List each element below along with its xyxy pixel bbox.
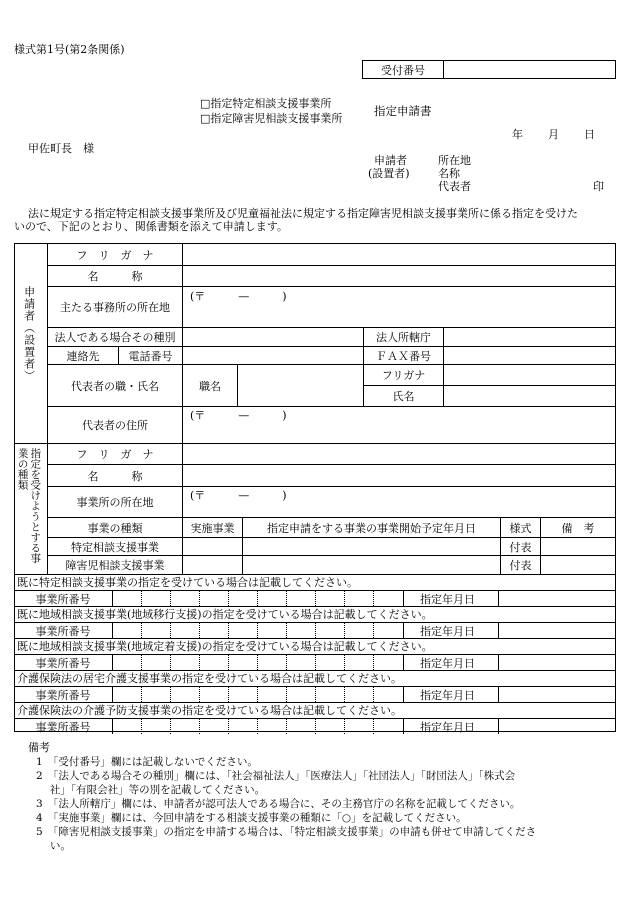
existing-date-field[interactable] (499, 719, 615, 734)
business-name-field[interactable] (183, 465, 615, 486)
existing-date-label: 指定年月日 (420, 656, 475, 670)
existing-office-no-label: 事業所番号 (35, 656, 91, 670)
business-address-label: 事業所の所在地 (76, 496, 154, 509)
document-title: 指定申請書 (374, 104, 432, 118)
rep-title-name-label: 代表者の職・氏名 (71, 379, 159, 393)
date-day: 日 (584, 128, 595, 141)
row-remarks-field[interactable] (541, 538, 615, 555)
existing-date-field[interactable] (499, 623, 615, 638)
existing-date-label: 指定年月日 (420, 688, 475, 702)
representative-label: 代表者 (438, 180, 471, 193)
intro-line-2: いので、下記のとおり、関係書類を添えて申請します。 (14, 220, 288, 233)
applicant-section-label: 申請者（設置者） (22, 286, 36, 382)
position-label: 職名 (199, 379, 221, 393)
row-form: 付表 (509, 540, 532, 554)
existing-heading: 既に地域相談支援事業(地域移行支援)の指定を受けている場合は記載してください。 (17, 608, 433, 621)
rep-postal-field[interactable]: (〒 — ) (190, 409, 287, 422)
note-item: 1 「受付番号」欄には記載しないでください。 (36, 756, 258, 768)
business-postal-field[interactable]: (〒 — ) (190, 489, 287, 502)
receipt-number-field[interactable] (444, 61, 615, 78)
row-form: 付表 (509, 559, 532, 572)
addressee: 甲佐町長 様 (28, 142, 94, 155)
corp-type-field[interactable] (183, 328, 363, 346)
header-form: 様式 (509, 521, 532, 535)
office-postal-field[interactable]: (〒 — ) (190, 290, 287, 303)
applicant-name-label: 名 称 (87, 270, 143, 283)
checkbox-child-office[interactable]: □指定障害児相談支援事業所 (200, 112, 343, 125)
row-implementation-field[interactable] (183, 556, 242, 574)
existing-heading: 既に地域相談支援事業(地域定着支援)の指定を受けている場合は記載してください。 (17, 640, 433, 653)
corp-type-label: 法人である場合その種別 (54, 331, 176, 344)
business-section-label: 指定を受けようとする事業の種類 (16, 448, 42, 564)
rep-furigana-field[interactable] (444, 365, 615, 385)
note-item: い。 (36, 840, 71, 852)
establisher-label: (設置者) (368, 167, 410, 180)
applicant-name-field[interactable] (183, 266, 615, 286)
receipt-number-label: 受付番号 (363, 61, 444, 78)
existing-date-field[interactable] (499, 687, 615, 702)
business-name-label: 名 称 (87, 469, 143, 483)
existing-date-field[interactable] (499, 655, 615, 670)
receipt-number-box (362, 60, 616, 79)
existing-date-label: 指定年月日 (420, 720, 475, 734)
row-business-type: 障害児相談支援事業 (65, 559, 165, 572)
row-start-date-field[interactable] (243, 538, 500, 555)
existing-office-no-label: 事業所番号 (35, 592, 91, 606)
date-month: 月 (548, 128, 559, 141)
existing-office-no-field[interactable] (113, 591, 403, 606)
applicant-label: 申請者 (374, 154, 407, 167)
existing-date-label: 指定年月日 (420, 624, 475, 638)
existing-heading: 既に特定相談支援事業の指定を受けている場合は記載してください。 (17, 576, 358, 589)
phone-label: 電話番号 (128, 349, 173, 363)
existing-office-no-field[interactable] (113, 687, 403, 702)
row-remarks-field[interactable] (541, 556, 615, 574)
rep-furigana-label: フリガナ (381, 369, 426, 382)
date-year: 年 (512, 128, 523, 141)
rep-address-label: 代表者の住所 (82, 419, 148, 432)
applicant-furigana-field[interactable] (183, 244, 615, 265)
fax-field[interactable] (444, 347, 615, 364)
existing-office-no-label: 事業所番号 (35, 624, 91, 638)
note-item: 4 「実施事業」欄には、今回申請をする相談支援事業の種類に「○」を記載してください。 (36, 812, 467, 824)
seal-mark: 印 (593, 180, 604, 193)
header-business-type: 事業の種類 (87, 521, 143, 535)
rep-name-label: 氏名 (392, 390, 415, 403)
header-implementation: 実施事業 (190, 521, 235, 535)
name-label: 名称 (438, 167, 460, 180)
fax-label: ＦＡＸ番号 (376, 349, 431, 363)
existing-heading: 介護保険法の介護予防支援事業の指定を受けている場合は記載してください。 (17, 704, 402, 717)
rep-name-field[interactable] (444, 386, 615, 406)
competent-office-field[interactable] (444, 328, 615, 346)
office-address-label: 主たる事務所の所在地 (60, 301, 170, 314)
location-label: 所在地 (438, 154, 471, 167)
business-furigana-field[interactable] (183, 444, 615, 464)
form-number: 様式第1号(第2条関係) (14, 43, 125, 56)
note-item: 社」「有限会社」等の別を記載してください。 (36, 784, 266, 796)
existing-office-no-field[interactable] (113, 655, 403, 670)
row-start-date-field[interactable] (243, 556, 500, 574)
note-item: 5 「障害児相談支援事業」の指定を申請する場合は、「特定相談支援事業」の申請も併せて申請してくださ (36, 826, 537, 838)
checkbox-consult-office[interactable]: □指定特定相談支援事業所 (200, 97, 332, 110)
business-furigana-label: フ リ ガ ナ (76, 448, 154, 461)
header-start-date: 指定申請をする事業の事業開始予定年月日 (267, 521, 476, 535)
intro-line-1: 法に規定する指定特定相談支援事業所及び児童福祉法に規定する指定障害児相談支援事業所に係る指定を受けた (28, 207, 578, 220)
note-item: 2 「法人である場合その種別」欄には、「社会福祉法人」「医療法人」「社団法人」「財団法人」「株式会 (36, 770, 516, 782)
notes-title: 備考 (28, 741, 50, 754)
applicant-furigana-label: フ リ ガ ナ (76, 248, 154, 262)
existing-office-no-label: 事業所番号 (35, 688, 91, 702)
existing-office-no-field[interactable] (113, 623, 403, 638)
position-field[interactable] (238, 365, 363, 406)
header-remarks: 備 考 (561, 521, 595, 535)
existing-date-field[interactable] (499, 591, 615, 606)
existing-office-no-label: 事業所番号 (35, 720, 91, 734)
phone-field[interactable] (183, 347, 363, 364)
competent-office-label: 法人所轄庁 (376, 331, 431, 344)
row-implementation-field[interactable] (183, 538, 242, 555)
row-business-type: 特定相談支援事業 (71, 540, 159, 554)
existing-date-label: 指定年月日 (420, 592, 475, 606)
existing-heading: 介護保険法の居宅介護支援事業の指定を受けている場合は記載してください。 (17, 672, 402, 685)
existing-office-no-field[interactable] (113, 719, 403, 734)
contact-label: 連絡先 (66, 349, 100, 363)
note-item: 3 「法人所轄庁」欄には、申請者が認可法人である場合に、その主務官庁の名称を記載してください。 (36, 798, 521, 810)
